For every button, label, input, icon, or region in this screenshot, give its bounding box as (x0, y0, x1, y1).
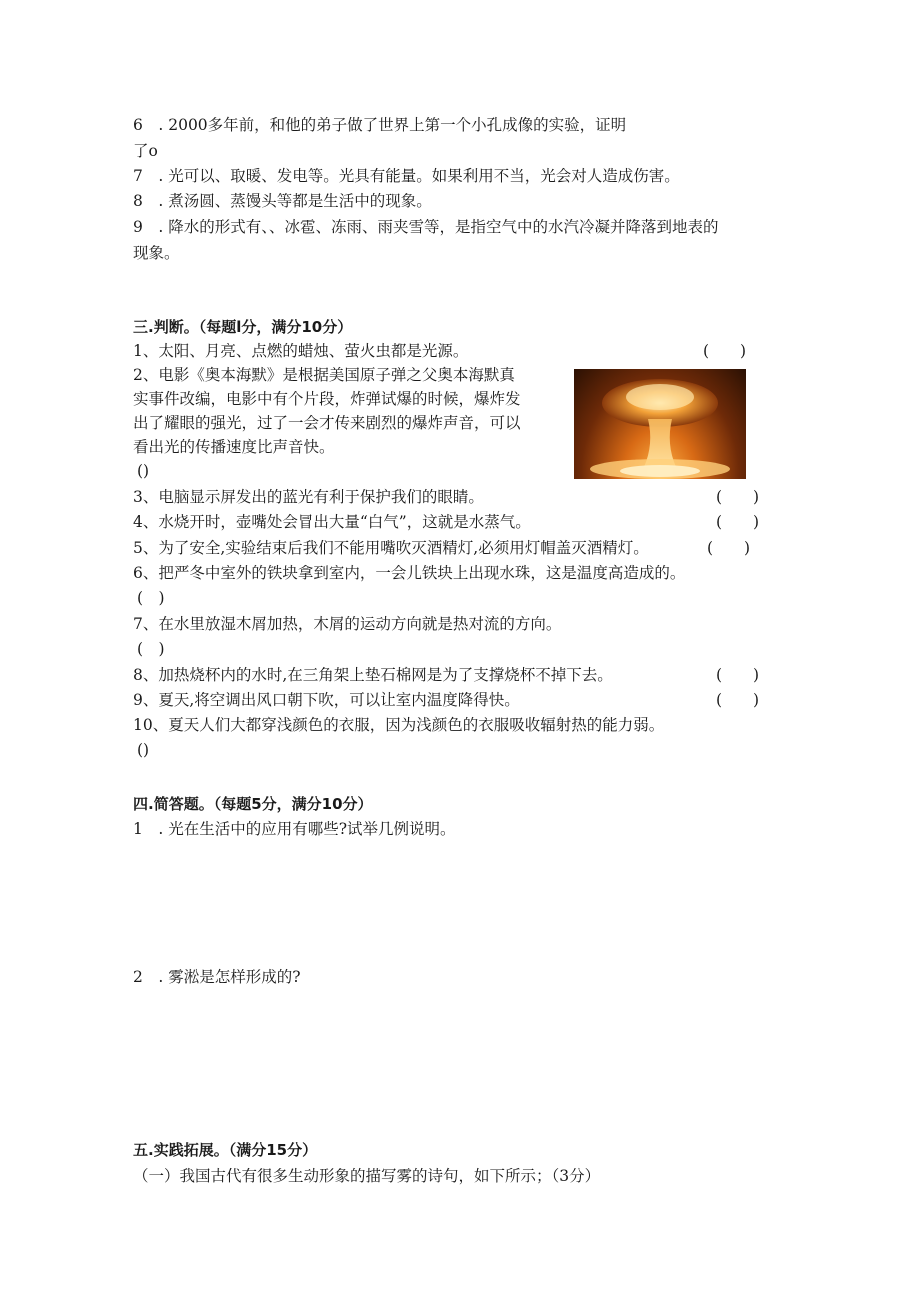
section-5-heading: 五.实践拓展。（满分15分） (133, 1141, 318, 1159)
answer-bracket-9[interactable]: ( ) (716, 691, 760, 709)
question-6-line1: 6 . 2000多年前，和他的弟子做了世界上第一个小孔成像的实验，证明 (133, 116, 627, 134)
judge-question-1: 1、太阳、月亮、点燃的蜡烛、萤火虫都是光源。 (133, 342, 469, 360)
question-9-line1: 9 . 降水的形式有、、冰雹、冻雨、雨夹雪等，是指空气中的水汽冷凝并降落到地表的 (133, 218, 719, 236)
judge-question-7: 7、在水里放湿木屑加热，木屑的运动方向就是热对流的方向。 (133, 615, 562, 633)
judge-question-4: 4、水烧开时，壶嘴处会冒出大量“白气”，这就是水蒸气。 (133, 513, 531, 531)
answer-bracket-7[interactable]: ( ) (137, 640, 165, 658)
question-7: 7 . 光可以、取暖、发电等。光具有能量。如果利用不当，光会对人造成伤害。 (133, 167, 680, 185)
answer-bracket-6[interactable]: ( ) (137, 589, 165, 607)
answer-bracket-1[interactable]: ( ) (703, 342, 747, 360)
answer-bracket-3[interactable]: ( ) (716, 488, 760, 506)
answer-bracket-2[interactable]: () (137, 462, 150, 480)
short-answer-question-1: 1 . 光在生活中的应用有哪些?试举几例说明。 (133, 820, 456, 838)
judge-question-2-line1: 2、电影《奥本海默》是根据美国原子弹之父奥本海默真 (133, 366, 515, 384)
answer-bracket-4[interactable]: ( ) (716, 513, 760, 531)
short-answer-question-2: 2 . 雾淞是怎样形成的? (133, 968, 301, 986)
section-4-heading: 四.简答题。（每题5分，满分10分） (133, 795, 373, 813)
judge-question-10: 10、夏天人们大都穿浅颜色的衣服，因为浅颜色的衣服吸收辐射热的能力弱。 (133, 716, 665, 734)
judge-question-2-line3: 出了耀眼的强光，过了一会才传来剧烈的爆炸声音，可以 (133, 414, 521, 432)
judge-question-5: 5、为了安全,实验结束后我们不能用嘴吹灭酒精灯,必须用灯帽盖灭酒精灯。 (133, 539, 649, 557)
judge-question-6: 6、把严冬中室外的铁块拿到室内，一会儿铁块上出现水珠，这是温度高造成的。 (133, 564, 686, 582)
answer-bracket-8[interactable]: ( ) (716, 666, 760, 684)
question-9-line2: 现象。 (133, 244, 180, 262)
answer-bracket-10[interactable]: () (137, 741, 150, 759)
section-5-intro: （一）我国古代有很多生动形象的描写雾的诗句，如下所示；（3分） (133, 1167, 601, 1185)
judge-question-3: 3、电脑显示屏发出的蓝光有利于保护我们的眼睛。 (133, 488, 484, 506)
judge-question-8: 8、加热烧杯内的水时,在三角架上垫石棉网是为了支撑烧杯不掉下去。 (133, 666, 613, 684)
answer-bracket-5[interactable]: ( ) (707, 539, 751, 557)
section-3-heading: 三.判断。（每题l分，满分10分） (133, 318, 353, 336)
judge-question-2-line2: 实事件改编，电影中有个片段，炸弹试爆的时候，爆炸发 (133, 390, 521, 408)
judge-question-2-line4: 看出光的传播速度比声音快。 (133, 438, 335, 456)
question-6-line2: 了o (133, 142, 158, 160)
mushroom-cloud-photo (574, 369, 746, 479)
judge-question-9: 9、夏天,将空调出风口朝下吹，可以让室内温度降得快。 (133, 691, 520, 709)
question-8: 8 . 煮汤圆、蒸馒头等都是生活中的现象。 (133, 192, 432, 210)
